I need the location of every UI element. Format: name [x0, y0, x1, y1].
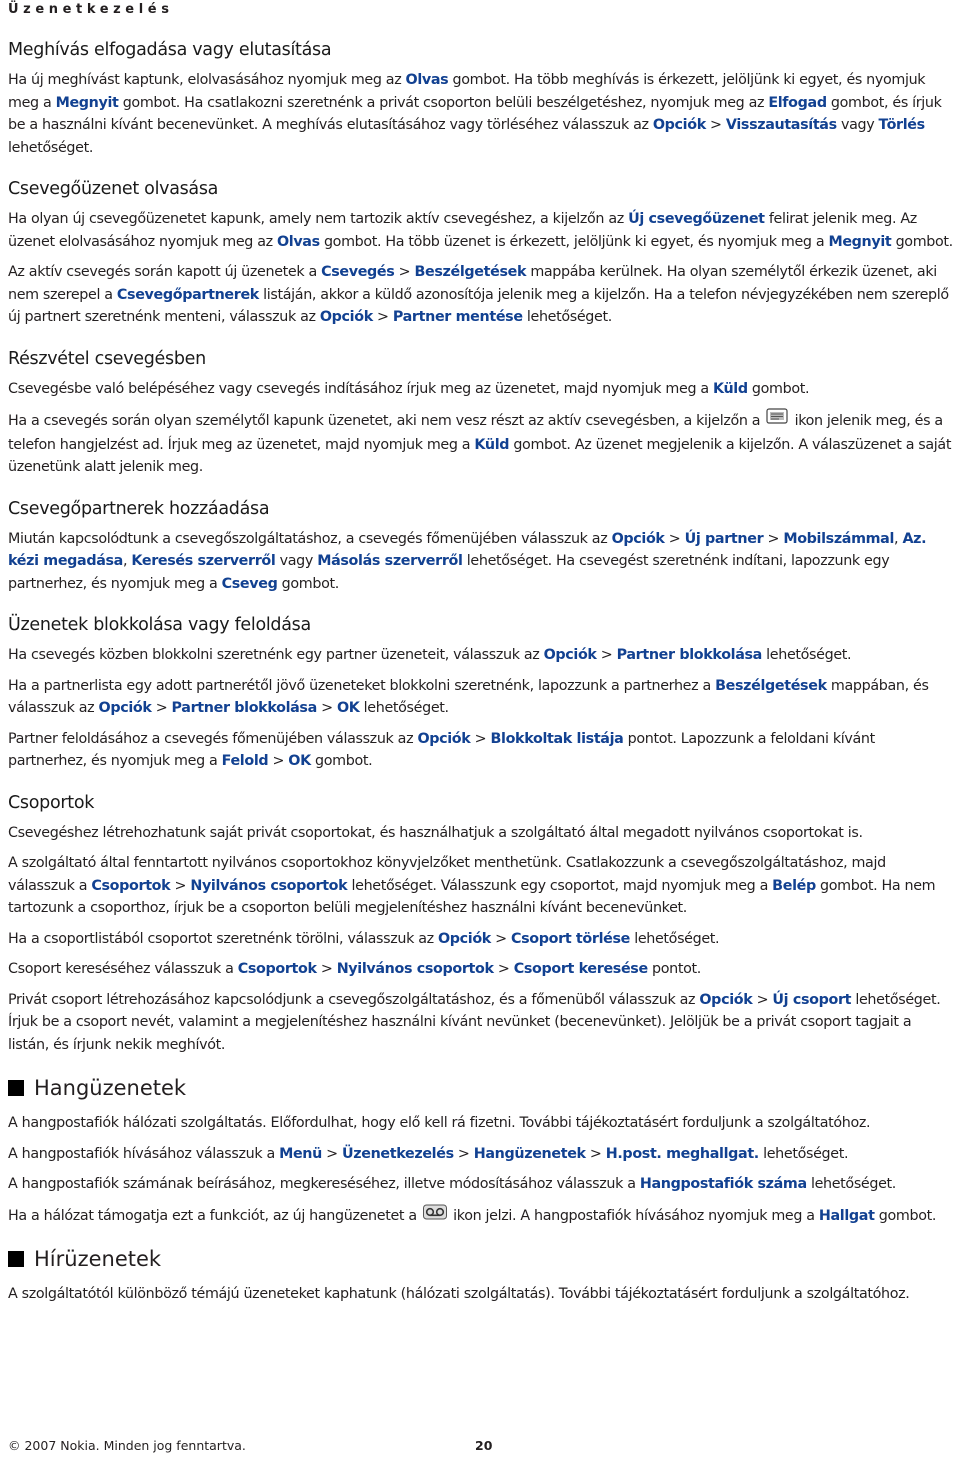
paragraph: [8, 989, 954, 1057]
text-run: >: [470, 730, 491, 747]
subsection-title: Részvétel csevegésben: [8, 348, 206, 369]
menu-term: Olvas: [405, 72, 449, 88]
text-run: >: [268, 753, 289, 769]
text-run: >: [372, 309, 393, 325]
menu-term: Belép: [772, 877, 816, 894]
text-run: lehetőséget.: [630, 930, 720, 947]
text-run: gombot.: [747, 380, 810, 397]
paragraph: [8, 1173, 954, 1196]
text-run: vagy: [836, 117, 879, 133]
text-run: lehetőséget.: [359, 700, 449, 716]
text-run: >: [490, 930, 511, 947]
menu-term: Csevegőpartnerek: [116, 286, 259, 303]
paragraph: [8, 728, 954, 773]
text-run: Ha a csevegés során olyan személytől kapunk üzenetet, aki nem vesz részt az aktív csevegésben, a kijelzőn a: [8, 412, 765, 429]
text-run: gombot. Ha több üzenet is érkezett, jelöljünk ki egyet, és nyomjuk meg a: [319, 233, 829, 250]
text-run: gombot. Ha több meghívás is érkezett, jelöljünk ki egyet, és nyomjuk meg a: [8, 72, 926, 111]
menu-term: Küld: [474, 436, 510, 453]
text-run: gombot. Az üzenet megjelenik a kijelzőn. A válaszüzenet a saját üzenetünk alatt jelenik meg.: [8, 436, 952, 475]
menu-term: Új partner: [684, 530, 764, 547]
menu-term: Csoportok: [237, 961, 317, 977]
text-run: lehetőséget.: [522, 309, 612, 325]
text-run: Csevegéshez létrehozhatunk saját privát csoportokat, és használhatjuk a szolgáltató által megadott nyilvános csoportokat is.: [8, 824, 863, 841]
paragraph: [8, 528, 954, 596]
text-run: lehetőséget.: [761, 647, 852, 663]
paragraph: [8, 1283, 954, 1306]
text-run: A szolgáltatótól különböző témájú üzeneteket kaphatunk (hálózati szolgáltatás). További tájékoztatásért forduljunk a szolgáltatóhoz.: [8, 1286, 910, 1302]
section-title: [8, 1074, 954, 1102]
text-run: >: [664, 530, 685, 547]
text-run: >: [596, 647, 617, 663]
menu-term: Elfogad: [768, 94, 827, 111]
text-run: listáján, akkor a küldő azonosítója jelenik meg a kijelzőn. Ha a telefon névjegyzékében nem szereplő új partnert szeretnénk menteni, válasszuk az: [8, 286, 949, 325]
text-run: lehetőséget. Ha csevegést szeretnénk indítani, lapozzunk egy partnerhez, és nyomjuk meg a: [8, 553, 890, 592]
text-run: Partner feloldásához a csevegés főmenüjében válasszuk az: [8, 730, 418, 747]
text-run: lehetőséget.: [806, 1176, 896, 1192]
paragraph: [8, 208, 954, 253]
menu-term: Blokkoltak listája: [490, 730, 624, 747]
menu-term: Opciók: [417, 730, 471, 747]
text-run: Az aktív csevegés során kapott új üzenetek a: [8, 264, 322, 280]
menu-term: Opciók: [611, 530, 665, 547]
text-run: ,: [122, 553, 132, 569]
text-run: lehetőséget.: [758, 1145, 849, 1162]
text-run: gombot. Ha csatlakozni szeretnénk a privát csoporton belüli beszélgetéshez, nyomjuk meg az: [118, 94, 769, 111]
text-run: pontot.: [647, 961, 701, 977]
menu-term: Opciók: [98, 700, 152, 716]
text-run: Ha a hálózat támogatja ezt a funkciót, az új hangüzenetet a: [8, 1207, 421, 1224]
paragraph: [8, 261, 954, 329]
subsection-title: Meghívás elfogadása vagy elutasítása: [8, 40, 332, 60]
section-title-text: Hírüzenetek: [34, 1247, 162, 1271]
square-bullet-icon: [8, 1080, 24, 1096]
menu-term: Cseveg: [221, 575, 278, 592]
menu-term: Hangpostafiók száma: [639, 1176, 807, 1192]
text-run: gombot.: [891, 233, 953, 250]
page-footer: [8, 1438, 954, 1458]
text-run: >: [493, 961, 514, 977]
voicemail-icon: [423, 1204, 447, 1228]
text-run: >: [151, 700, 172, 716]
text-run: Privát csoport létrehozásához kapcsolódjunk a csevegőszolgáltatáshoz, és a főmenüből válasszuk az: [8, 991, 700, 1008]
subsection-title: Csevegőpartnerek hozzáadása: [8, 498, 270, 519]
text-run: >: [394, 264, 415, 280]
menu-term: Nyilvános csoportok: [190, 877, 348, 894]
text-run: A hangpostafiók számának beírásához, megkereséséhez, illetve módosításához válasszuk a: [8, 1176, 640, 1192]
text-run: gombot.: [310, 753, 373, 769]
text-run: Ha olyan új csevegőüzenetet kapunk, amely nem tartozik aktív csevegéshez, a kijelzőn az: [8, 211, 629, 227]
subsection-title: Üzenetek blokkolása vagy feloldása: [8, 615, 311, 635]
paragraph: [8, 675, 954, 720]
paragraph: [8, 928, 954, 951]
text-run: >: [321, 1145, 342, 1162]
menu-term: Új csevegőüzenet: [628, 211, 765, 227]
menu-term: Másolás szerverről: [317, 553, 463, 569]
menu-term: Új csoport: [772, 991, 852, 1008]
text-run: gombot, és írjuk be a használni kívánt becenevünket. A meghívás elutasításához vagy törléséhez válasszuk az: [8, 94, 942, 133]
menu-term: H.post. meghallgat.: [605, 1145, 759, 1162]
text-run: gombot.: [277, 575, 339, 592]
copyright-notice: © 2007 Nokia. Minden jog fenntartva.: [8, 1438, 246, 1453]
chat-message-icon: [766, 408, 788, 434]
paragraph: [8, 69, 954, 159]
menu-term: Opciók: [699, 991, 753, 1008]
menu-term: Megnyit: [55, 94, 119, 111]
text-run: mappába kerülnek. Ha olyan személytől érkezik üzenet, aki nem szerepel a: [8, 264, 937, 303]
text-run: ,: [894, 530, 903, 547]
paragraph: [8, 408, 954, 479]
document-body: [8, 38, 954, 1324]
section-title: [8, 1245, 954, 1273]
text-run: Ha új meghívást kaptunk, elolvasásához nyomjuk meg az: [8, 72, 406, 88]
subsection-title: Csevegőüzenet olvasása: [8, 179, 219, 199]
menu-term: Csoport törlése: [510, 930, 630, 947]
menu-term: Olvas: [276, 233, 320, 250]
text-run: vagy: [275, 553, 318, 569]
text-run: A hangpostafiók hívásához válasszuk a: [8, 1145, 280, 1162]
menu-term: Megnyit: [828, 233, 892, 250]
text-run: A hangpostafiók hálózati szolgáltatás. Előfordulhat, hogy elő kell rá fizetni. További tájékoztatásért forduljunk a szolgáltatóhoz.: [8, 1115, 871, 1131]
menu-term: Az. kézi megadása: [8, 530, 927, 569]
text-run: pontot. Lapozzunk a feloldani kívánt partnerhez, és nyomjuk meg a: [8, 730, 875, 769]
paragraph: [8, 1143, 954, 1166]
menu-term: Mobilszámmal: [783, 530, 895, 547]
menu-term: Opciók: [652, 117, 706, 133]
text-run: >: [705, 117, 726, 133]
paragraph: [8, 1112, 954, 1135]
text-run: >: [316, 961, 337, 977]
text-run: lehetőséget.: [8, 139, 94, 156]
subsection-title: Csoportok: [8, 792, 95, 813]
text-run: >: [170, 877, 191, 894]
menu-term: Menü: [279, 1145, 322, 1162]
square-bullet-icon: [8, 1251, 24, 1267]
menu-term: OK: [336, 700, 360, 716]
paragraph: [8, 822, 954, 845]
text-run: gombot.: [874, 1207, 937, 1224]
text-run: Ha csevegés közben blokkolni szeretnénk egy partner üzeneteit, válasszuk az: [8, 647, 544, 663]
paragraph: [8, 644, 954, 667]
text-run: >: [453, 1145, 474, 1162]
menu-term: Opciók: [319, 309, 373, 325]
menu-term: Partner blokkolása: [616, 647, 762, 663]
text-run: >: [763, 530, 784, 547]
text-run: Miután kapcsolódtunk a csevegőszolgáltatáshoz, a csevegés főmenüjében válasszuk az: [8, 530, 612, 547]
menu-term: Üzenetkezelés: [342, 1145, 454, 1162]
menu-term: Beszélgetések: [414, 264, 527, 280]
text-run: ikon jelzi. A hangpostafiók hívásához nyomjuk meg a: [448, 1207, 819, 1224]
menu-term: Nyilvános csoportok: [336, 961, 494, 977]
running-header: Üzenetkezelés: [8, 2, 174, 17]
menu-term: Visszautasítás: [725, 117, 837, 133]
text-run: Ha a csoportlistából csoportot szeretnénk törölni, válasszuk az: [8, 930, 438, 947]
text-run: mappában, és válasszuk az: [8, 677, 929, 716]
section-title-text: Hangüzenetek: [34, 1076, 187, 1100]
menu-term: Küld: [712, 380, 748, 397]
paragraph: [8, 378, 954, 401]
text-run: A szolgáltató által fenntartott nyilvános csoportokhoz könyvjelzőket menthetünk. Csatlakozzunk a csevegőszolgáltatáshoz, majd válasszuk a: [8, 855, 886, 894]
menu-term: Partner mentése: [392, 309, 523, 325]
menu-term: Beszélgetések: [715, 677, 827, 694]
text-run: lehetőséget. Válasszunk egy csoportot, majd nyomjuk meg a: [347, 877, 773, 894]
text-run: felirat jelenik meg. Az üzenet elolvasásához nyomjuk meg az: [8, 211, 917, 250]
menu-term: Opciók: [543, 647, 597, 663]
text-run: gombot. Ha nem tartozunk a csoporthoz, írjuk be a csoporton belüli megjelenítéshez használni kívánt becenevünket.: [8, 877, 936, 916]
text-run: Ha a partnerlista egy adott partnerétől jövő üzeneteket blokkolni szeretnénk, lapozzunk a partnerhez a: [8, 677, 716, 694]
menu-term: Csoport keresése: [513, 961, 648, 977]
paragraph: [8, 1204, 954, 1228]
text-run: Csoport kereséséhez válasszuk a: [8, 961, 238, 977]
text-run: >: [316, 700, 337, 716]
menu-term: Csoportok: [91, 877, 171, 894]
text-run: >: [585, 1145, 606, 1162]
menu-term: Felold: [221, 753, 269, 769]
paragraph: [8, 958, 954, 981]
text-run: lehetőséget. Írjuk be a csoport nevét, valamint a megjelenítéshez használni kívánt nevünket (becenevünket). Jelöljük be a privát csoport tagjait a listán, és írjunk nekik meghívót.: [8, 991, 941, 1053]
menu-term: Törlés: [878, 117, 925, 133]
menu-term: Partner blokkolása: [171, 700, 317, 716]
menu-term: Keresés szerverről: [131, 553, 276, 569]
text-run: ikon jelenik meg, és a telefon hangjelzést ad. Írjuk meg az üzenetet, majd nyomjuk meg a: [8, 412, 943, 453]
menu-term: OK: [288, 753, 311, 769]
text-run: >: [752, 991, 773, 1008]
menu-term: Hangüzenetek: [473, 1145, 586, 1162]
paragraph: [8, 852, 954, 920]
text-run: Csevegésbe való belépéséhez vagy csevegés indításához írjuk meg az üzenetet, majd nyomjuk meg a: [8, 380, 713, 397]
menu-term: Csevegés: [321, 264, 395, 280]
page-number: 20: [475, 1438, 493, 1453]
menu-term: Opciók: [437, 930, 491, 947]
menu-term: Hallgat: [818, 1207, 875, 1224]
